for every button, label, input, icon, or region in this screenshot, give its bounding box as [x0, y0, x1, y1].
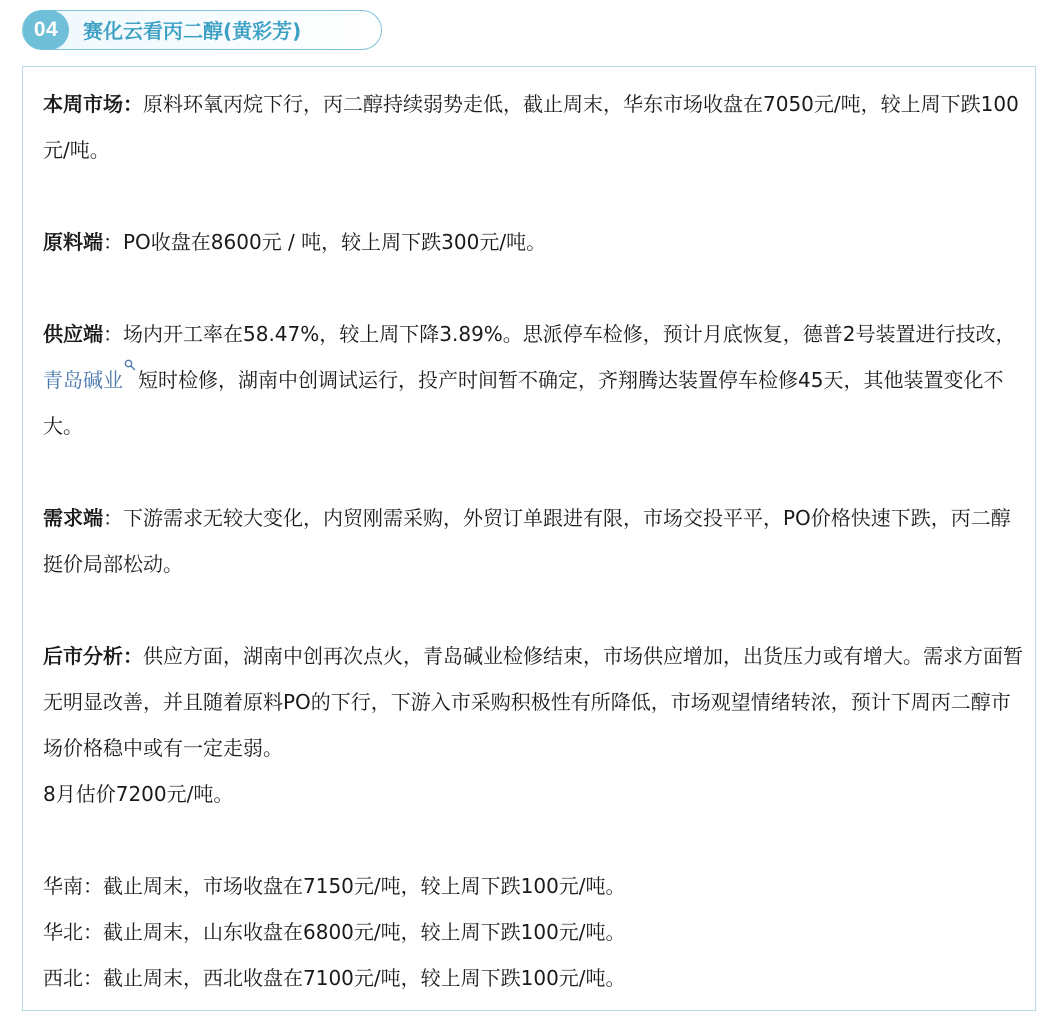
market-label: 本周市场： [43, 92, 143, 116]
section-number-badge: 04 [23, 10, 69, 50]
outlook-label: 后市分析： [43, 644, 143, 668]
supply-label: 供应端 [43, 322, 103, 346]
report-body [43, 81, 1023, 1001]
raw-material-paragraph [43, 219, 1023, 265]
outlook-paragraph [43, 633, 1023, 771]
supply-paragraph [43, 311, 1023, 449]
market-paragraph [43, 81, 1023, 173]
supply-text-before: ：场内开工率在58.47%，较上周下降3.89%。思派停车检修，预计月底恢复，德普2号装置进行技改， [103, 322, 1016, 346]
region-north: 华北：截止周末，山东收盘在6800元/吨，较上周下跌100元/吨。 [43, 920, 626, 944]
market-text: 原料环氧丙烷下行，丙二醇持续弱势走低，截止周末，华东市场收盘在7050元/吨，较上周下跌100元/吨。 [43, 92, 1019, 162]
demand-text: ：下游需求无较大变化，内贸刚需采购，外贸订单跟进有限，市场交投平平，PO价格快速下跌，丙二醇挺价局部松动。 [43, 506, 1011, 576]
raw-material-label: 原料端 [43, 230, 103, 254]
section-header [22, 10, 382, 50]
report-content-box [22, 66, 1036, 1011]
supply-text-after: 短时检修，湖南中创调试运行，投产时间暂不确定，齐翔腾达装置停车检修45天，其他装置变化不大。 [43, 368, 1004, 438]
search-icon[interactable] [123, 357, 137, 377]
region-northwest: 西北：截止周末，西北收盘在7100元/吨，较上周下跌100元/吨。 [43, 966, 626, 990]
demand-paragraph [43, 495, 1023, 587]
demand-label: 需求端 [43, 506, 103, 530]
region-south: 华南：截止周末，市场收盘在7150元/吨，较上周下跌100元/吨。 [43, 874, 626, 898]
company-link[interactable]: 青岛碱业 [43, 368, 123, 392]
outlook-text: 供应方面，湖南中创再次点火，青岛碱业检修结束，市场供应增加，出货压力或有增大。需求方面暂无明显改善，并且随着原料PO的下行，下游入市采购积极性有所降低，市场观望情绪转浓，预计下周丙二醇市场价格稳中或有一定走弱。 [43, 644, 1023, 760]
section-title: 赛化云看丙二醇(黄彩芳) [83, 19, 302, 43]
raw-material-text: ：PO收盘在8600元 / 吨，较上周下跌300元/吨。 [103, 230, 547, 254]
price-estimate: 8月估价7200元/吨。 [43, 782, 234, 806]
